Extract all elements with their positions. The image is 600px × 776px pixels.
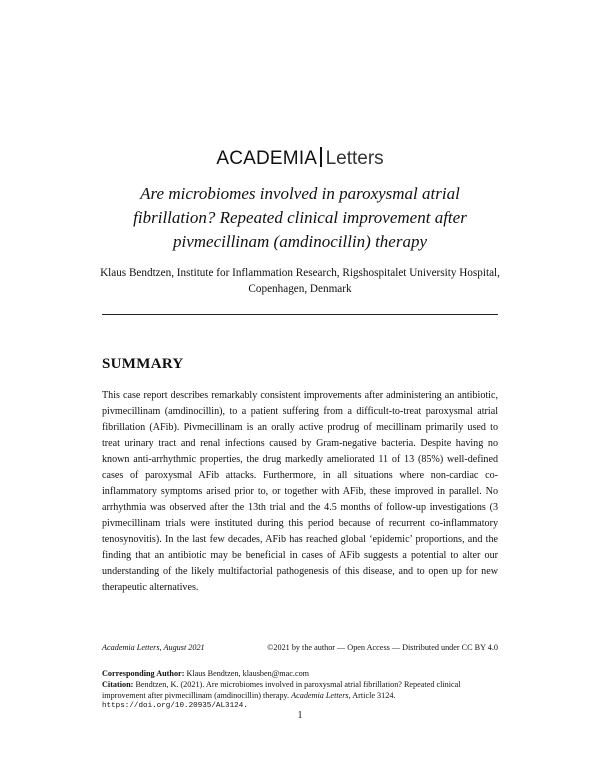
citation xyxy=(102,679,498,701)
journal-date: Academia Letters, August 2021 xyxy=(102,643,205,652)
corresponding-author xyxy=(102,668,498,679)
corresponding-label: Corresponding Author: xyxy=(102,669,185,678)
doi-link[interactable]: https://doi.org/10.20935/AL3124. xyxy=(102,702,248,710)
citation-article: , Article 3124. xyxy=(348,691,396,700)
header-rule xyxy=(102,314,498,315)
summary-text: This case report describes remarkably consistent improvements after administering an antibiotic, pivmecillinam (amdinocillin), to a patient suffering from a difficult-to-treat paroxysmal atrial fibrillation (AFib). Pivmecillinam is an orally active prodrug of mecillinam primarily used to treat urinary tract and renal infections caused by Gram-negative bacteria. Despite having no known anti-arrhythmic properties, the drug markedly ameliorated 11 of 13 (85%) well-defined cases of paroxysmal AFib attacks. Furthermore, in all situations where non-cardiac co-inflammatory symptoms arised prior to, or together with AFib, these improved in parallel. No arrhythmia was observed after the 13th trial and the 4.5 months of follow-up investigations (3 pivmecillinam trials were instituted during this period because of recurrent co-inflammatory tenosynovitis). In the last few decades, AFib has reached global ‘epidemic’ proportions, and the finding that an antibiotic may be beneficial in cases of AFib suggests a potential to alter our understanding of the likely multifactorial pathogenesis of this disease, and to open up for new therapeutic alternatives. xyxy=(102,390,498,593)
citation-text: Bendtzen, K. (2021). Are microbiomes involved in paroxysmal atrial fibrillation? Repeated clinical improvement after pivmecillinam (amdinocillin) therapy. xyxy=(102,680,461,700)
summary-heading: SUMMARY xyxy=(102,356,184,372)
journal-subbrand: Letters xyxy=(325,148,384,169)
citation-label: Citation: xyxy=(102,680,134,689)
corresponding-value: Klaus Bendtzen, klausben@mac.com xyxy=(186,669,310,678)
citation-journal: Academia Letters xyxy=(291,691,349,700)
article-title: Are microbiomes involved in paroxysmal atrial fibrillation? Repeated clinical improvement after pivmecillinam (amdinocillin) therapy xyxy=(133,184,467,251)
brand-separator xyxy=(320,147,321,167)
license-notice: ©2021 by the author — Open Access — Distributed under CC BY 4.0 xyxy=(267,643,498,652)
journal-brand: ACADEMIA xyxy=(216,148,318,169)
page-number: 1 xyxy=(297,710,303,721)
author-affiliation: Klaus Bendtzen, Institute for Inflammation Research, Rigshospitalet University Hospital, Copenhagen, Denmark xyxy=(100,267,500,295)
journal-masthead xyxy=(0,147,600,172)
